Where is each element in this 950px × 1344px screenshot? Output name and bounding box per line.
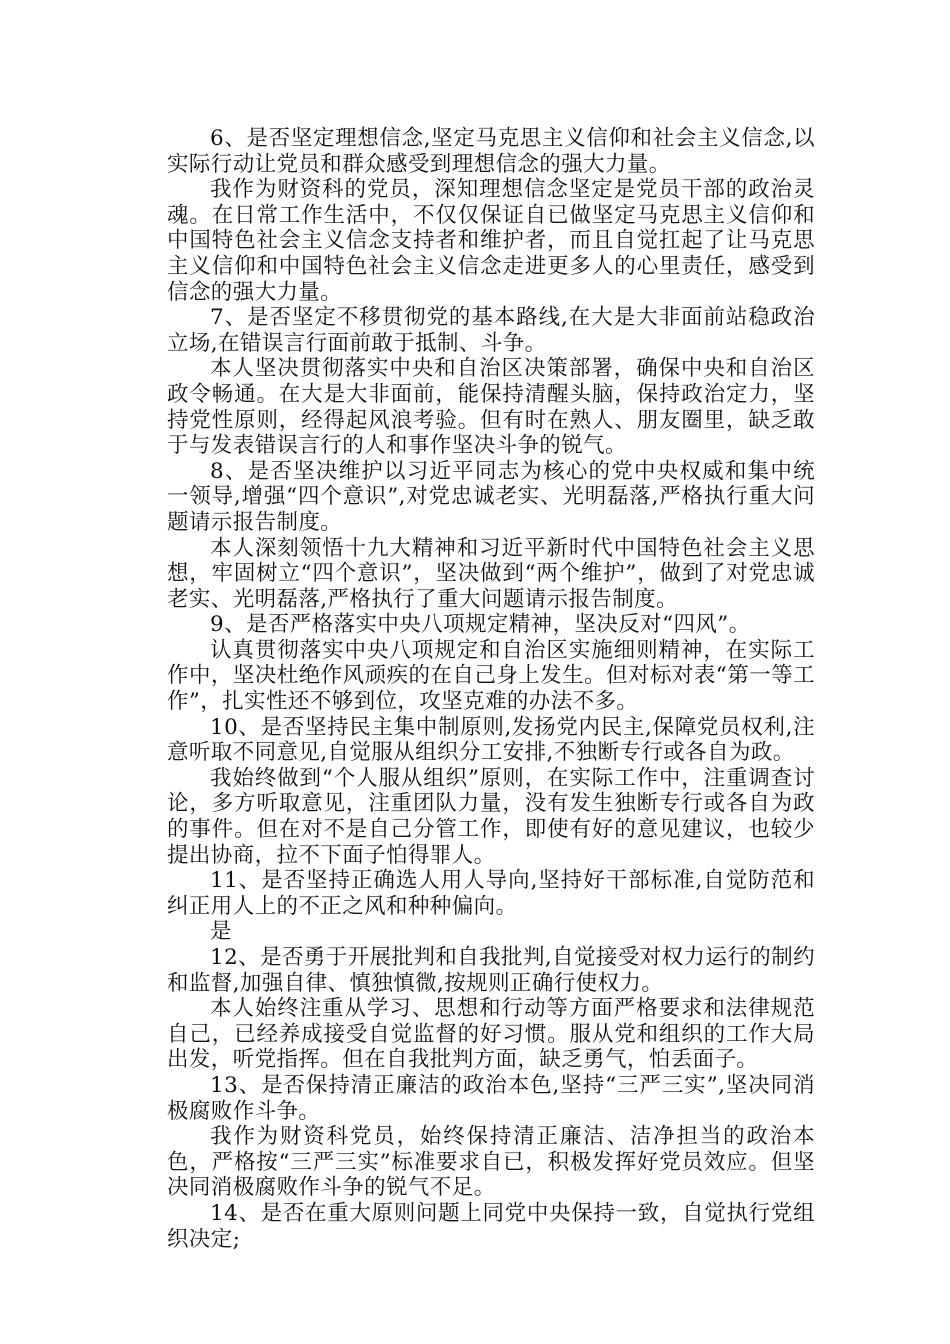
question-7: 7、是否坚定不移贯彻党的基本路线,在大是大非面前站稳政治立场,在错误言行面前敢于抵制、斗争。 xyxy=(167,305,815,356)
question-12: 12、是否勇于开展批判和自我批判,自觉接受对权力运行的制约和监督,加强自律、慎独慎微,按规则正确行使权力。 xyxy=(167,945,815,996)
answer-13: 我作为财资科党员，始终保持清正廉洁、洁净担当的政治本色，严格按“三严三实”标准要求自已，积极发挥好党员效应。但坚决同消极腐败作斗争的锐气不足。 xyxy=(167,1124,815,1201)
answer-10: 我始终做到“个人服从组织”原则，在实际工作中，注重调查讨论，多方听取意见，注重团队力量，没有发生独断专行或各自为政的事件。但在对不是自己分管工作，即使有好的意见建议，也较少提出协商，拉不下面子怕得罪人。 xyxy=(167,765,815,868)
question-9: 9、是否严格落实中央八项规定精神，坚决反对“四风”。 xyxy=(210,612,751,638)
question-6: 6、是否坚定理想信念,坚定马克思主义信仰和社会主义信念,以实际行动让党员和群众感受到理想信念的强大力量。 xyxy=(167,126,815,177)
question-8: 8、是否坚决维护以习近平同志为核心的党中央权威和集中统一领导,增强“四个意识”,对党忠诚老实、光明磊落,严格执行重大问题请示报告制度。 xyxy=(167,458,815,535)
answer-6: 我作为财资科的党员，深知理想信念坚定是党员干部的政治灵魂。在日常工作生活中，不仅仅保证自已做坚定马克思主义信仰和中国特色社会主义信念支持者和维护者，而且自觉扛起了让马克思主义信仰和中国特色社会主义信念走进更多人的心里责任，感受到信念的强大力量。 xyxy=(167,177,815,305)
document-body xyxy=(167,126,815,1252)
answer-11: 是 xyxy=(210,919,232,945)
answer-12: 本人始终注重从学习、思想和行动等方面严格要求和法律规范自己，已经养成接受自觉监督的好习惯。服从党和组织的工作大局出发，听党指挥。但在自我批判方面，缺乏勇气，怕丢面子。 xyxy=(167,996,815,1073)
answer-9: 认真贯彻落实中央八项规定和自治区实施细则精神，在实际工作中，坚决杜绝作风顽疾的在自己身上发生。但对标对表“第一等工作”，扎实性还不够到位，攻坚克难的办法不多。 xyxy=(167,637,815,715)
answer-7: 本人坚决贯彻落实中央和自治区决策部署，确保中央和自治区政令畅通。在大是大非面前，能保持清醒头脑，保持政治定力，坚持党性原则，经得起风浪考验。但有时在熟人、朋友圈里，缺乏敢于与发表错误言行的人和事作坚决斗争的锐气。 xyxy=(167,356,815,459)
question-14: 14、是否在重大原则问题上同党中央保持一致，自觉执行党组织决定; xyxy=(167,1200,815,1252)
answer-8: 本人深刻领悟十九大精神和习近平新时代中国特色社会主义思想，牢固树立“四个意识”，坚决做到“两个维护”，做到了对党忠诚老实、光明磊落,严格执行了重大问题请示报告制度。 xyxy=(167,535,815,612)
question-11: 11、是否坚持正确选人用人导向,坚持好干部标准,自觉防范和纠正用人上的不正之风和种种偏向。 xyxy=(167,868,815,919)
question-13: 13、是否保持清正廉洁的政治本色,坚持“三严三实”,坚决同消极腐败作斗争。 xyxy=(167,1072,815,1124)
question-10: 10、是否坚持民主集中制原则,发扬党内民主,保障党员权利,注意听取不同意见,自觉服从组织分工安排,不独断专行或各自为政。 xyxy=(167,714,815,766)
